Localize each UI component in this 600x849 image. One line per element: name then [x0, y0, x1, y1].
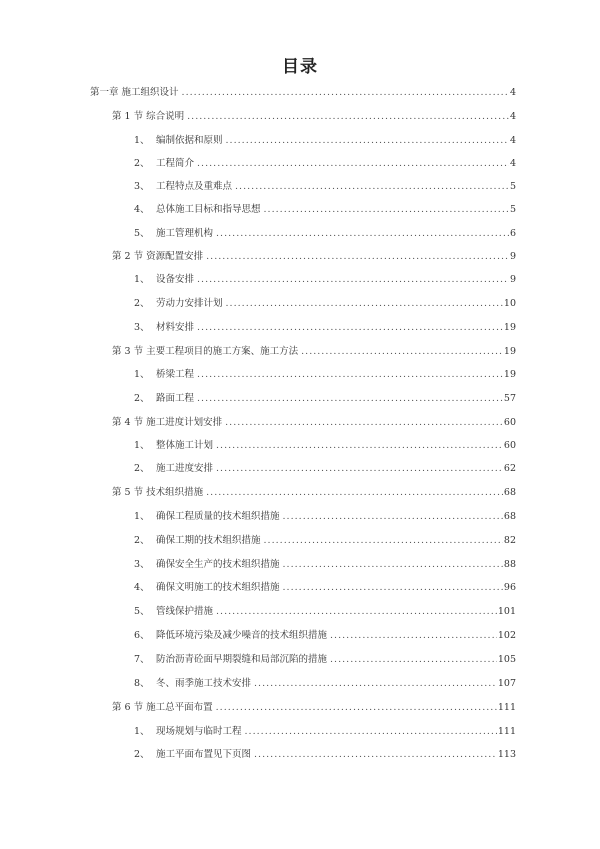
- entry-number: 1、: [134, 135, 150, 146]
- entry-page-number: 105: [497, 654, 516, 665]
- entry-number: 5、: [134, 228, 150, 239]
- entry-page-number: 88: [503, 559, 516, 570]
- dot-leader: [182, 87, 509, 98]
- entry-page-number: 19: [503, 369, 516, 380]
- toc-subsection-entry[interactable]: [134, 390, 516, 408]
- dot-leader: [283, 511, 503, 522]
- toc-section-entry[interactable]: [112, 699, 516, 717]
- dot-leader: [254, 678, 497, 689]
- entry-label: 确保安全生产的技术组织措施: [156, 559, 280, 570]
- toc-subsection-entry[interactable]: [134, 225, 516, 243]
- entry-page-number: 101: [497, 606, 516, 617]
- toc-subsection-entry[interactable]: [134, 178, 516, 196]
- dot-leader: [197, 158, 509, 169]
- entry-label: 第 2 节 资源配置安排: [112, 251, 204, 262]
- dot-leader: [197, 369, 503, 380]
- entry-page-number: 6: [509, 228, 516, 239]
- entry-number: 5、: [134, 606, 150, 617]
- entry-number: 7、: [134, 654, 150, 665]
- dot-leader: [216, 440, 503, 451]
- entry-label: 施工平面布置见下页图: [156, 749, 252, 760]
- entry-label: 冬、雨季施工技术安排: [156, 678, 252, 689]
- entry-number: 1、: [134, 274, 150, 285]
- entry-page-number: 57: [503, 393, 516, 404]
- entry-label: 施工进度安排: [156, 463, 214, 474]
- entry-number: 8、: [134, 678, 150, 689]
- toc-subsection-entry[interactable]: [134, 460, 516, 478]
- entry-label: 第 5 节 技术组织措施: [112, 487, 204, 498]
- toc-subsection-entry[interactable]: [134, 723, 516, 741]
- toc-subsection-entry[interactable]: [134, 271, 516, 289]
- toc-section-entry[interactable]: [112, 484, 516, 502]
- entry-number: 2、: [134, 749, 150, 760]
- dot-leader: [264, 535, 503, 546]
- entry-page-number: 68: [503, 487, 516, 498]
- entry-number: 2、: [134, 158, 150, 169]
- entry-label: 工程简介: [156, 158, 195, 169]
- entry-number: 3、: [134, 559, 150, 570]
- dot-leader: [187, 111, 509, 122]
- toc-subsection-entry[interactable]: [134, 532, 516, 550]
- entry-label: 第 4 节 施工进度计划安排: [112, 417, 223, 428]
- entry-page-number: 113: [497, 749, 516, 760]
- entry-number: 2、: [134, 535, 150, 546]
- entry-page-number: 62: [503, 463, 516, 474]
- dot-leader: [283, 559, 503, 570]
- entry-page-number: 107: [497, 678, 516, 689]
- entry-page-number: 4: [509, 87, 516, 98]
- toc-subsection-entry[interactable]: [134, 295, 516, 313]
- entry-page-number: 9: [509, 274, 516, 285]
- entry-page-number: 60: [503, 440, 516, 451]
- entry-page-number: 82: [503, 535, 516, 546]
- dot-leader: [197, 393, 503, 404]
- toc-section-entry[interactable]: [112, 343, 516, 361]
- entry-page-number: 111: [497, 726, 516, 737]
- dot-leader: [216, 702, 497, 713]
- toc-subsection-entry[interactable]: [134, 201, 516, 219]
- entry-number: 1、: [134, 369, 150, 380]
- entry-label: 降低环境污染及减少噪音的技术组织措施: [156, 630, 328, 641]
- entry-label: 总体施工目标和指导思想: [156, 204, 261, 215]
- toc-subsection-entry[interactable]: [134, 319, 516, 337]
- entry-page-number: 4: [509, 135, 516, 146]
- dot-leader: [226, 135, 509, 146]
- entry-label: 设备安排: [156, 274, 195, 285]
- entry-page-number: 19: [503, 322, 516, 333]
- toc-subsection-entry[interactable]: [134, 579, 516, 597]
- entry-label: 第 6 节 施工总平面布置: [112, 702, 213, 713]
- entry-page-number: 111: [497, 702, 516, 713]
- toc-subsection-entry[interactable]: [134, 155, 516, 173]
- dot-leader: [264, 204, 509, 215]
- toc-subsection-entry[interactable]: [134, 132, 516, 150]
- entry-page-number: 5: [509, 181, 516, 192]
- entry-label: 施工管理机构: [156, 228, 214, 239]
- entry-label: 第 1 节 综合说明: [112, 111, 185, 122]
- entry-label: 整体施工计划: [156, 440, 214, 451]
- entry-page-number: 9: [509, 251, 516, 262]
- entry-number: 2、: [134, 463, 150, 474]
- entry-number: 1、: [134, 440, 150, 451]
- dot-leader: [330, 630, 497, 641]
- page-title: 目录: [282, 57, 318, 77]
- entry-label: 编制依据和原则: [156, 135, 223, 146]
- toc-subsection-entry[interactable]: [134, 603, 516, 621]
- entry-page-number: 102: [497, 630, 516, 641]
- toc-subsection-entry[interactable]: [134, 437, 516, 455]
- entry-label: 路面工程: [156, 393, 195, 404]
- dot-leader: [206, 487, 503, 498]
- entry-number: 1、: [134, 511, 150, 522]
- entry-number: 2、: [134, 393, 150, 404]
- entry-label: 第一章 施工组织设计: [90, 87, 179, 98]
- dot-leader: [206, 251, 509, 262]
- toc-section-entry[interactable]: [112, 108, 516, 126]
- dot-leader: [330, 654, 497, 665]
- toc-subsection-entry[interactable]: [134, 366, 516, 384]
- toc-subsection-entry[interactable]: [134, 556, 516, 574]
- entry-page-number: 19: [503, 346, 516, 357]
- dot-leader: [216, 606, 497, 617]
- dot-leader: [245, 726, 497, 737]
- dot-leader: [216, 228, 509, 239]
- entry-number: 3、: [134, 181, 150, 192]
- entry-page-number: 10: [503, 298, 516, 309]
- entry-page-number: 5: [509, 204, 516, 215]
- toc-section-entry[interactable]: [112, 414, 516, 432]
- toc-subsection-entry[interactable]: [134, 508, 516, 526]
- entry-number: 3、: [134, 322, 150, 333]
- dot-leader: [283, 582, 503, 593]
- entry-page-number: 96: [503, 582, 516, 593]
- entry-page-number: 4: [509, 158, 516, 169]
- entry-label: 确保工期的技术组织措施: [156, 535, 261, 546]
- entry-label: 现场规划与临时工程: [156, 726, 242, 737]
- entry-number: 2、: [134, 298, 150, 309]
- entry-label: 防治沥青砼面早期裂缝和局部沉陷的措施: [156, 654, 328, 665]
- toc-chapter-entry[interactable]: [90, 84, 516, 102]
- dot-leader: [301, 346, 503, 357]
- entry-label: 确保工程质量的技术组织措施: [156, 511, 280, 522]
- toc-subsection-entry[interactable]: [134, 746, 516, 764]
- entry-label: 桥梁工程: [156, 369, 195, 380]
- entry-page-number: 68: [503, 511, 516, 522]
- dot-leader: [235, 181, 509, 192]
- toc-subsection-entry[interactable]: [134, 627, 516, 645]
- entry-number: 4、: [134, 204, 150, 215]
- toc-subsection-entry[interactable]: [134, 651, 516, 669]
- entry-label: 材料安排: [156, 322, 195, 333]
- entry-number: 6、: [134, 630, 150, 641]
- entry-label: 第 3 节 主要工程项目的施工方案、施工方法: [112, 346, 299, 357]
- dot-leader: [216, 463, 503, 474]
- entry-label: 管线保护措施: [156, 606, 214, 617]
- dot-leader: [254, 749, 497, 760]
- dot-leader: [197, 322, 503, 333]
- entry-page-number: 60: [503, 417, 516, 428]
- entry-number: 1、: [134, 726, 150, 737]
- entry-label: 工程特点及重难点: [156, 181, 233, 192]
- dot-leader: [197, 274, 509, 285]
- entry-label: 劳动力安排计划: [156, 298, 223, 309]
- dot-leader: [225, 417, 503, 428]
- entry-page-number: 4: [509, 111, 516, 122]
- toc-section-entry[interactable]: [112, 248, 516, 266]
- dot-leader: [226, 298, 503, 309]
- entry-number: 4、: [134, 582, 150, 593]
- entry-label: 确保文明施工的技术组织措施: [156, 582, 280, 593]
- toc-subsection-entry[interactable]: [134, 675, 516, 693]
